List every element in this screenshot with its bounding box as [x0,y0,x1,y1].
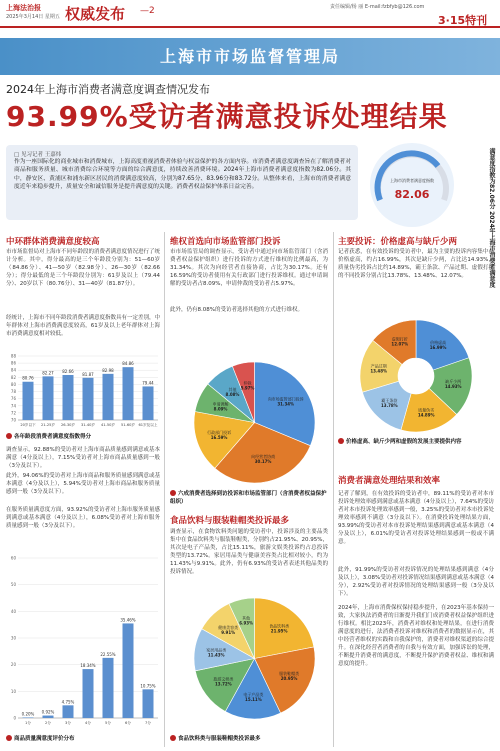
y-tick-label: 0 [13,715,16,721]
column-divider [164,232,165,747]
slice-value: 31.34% [277,401,295,407]
bar [83,378,94,420]
data-label: 82.98 [102,367,114,373]
y-tick-label: 84 [10,367,16,373]
bar [83,669,94,718]
paragraph: 2024年，上海市消费保权保持稳步提升，在2023年基本保持一致，大家执法消费者的日渐提升我们门成消费者权益保护组织进行维权。相比2023年，消费者对维权和处理结果，在进行消费满意度的进行，法消费者投诉对维权和消费者的数据显示在，其中经营者维权的实践和自我保护的，消费者对维权渠道的综合提升。在深化经营者消费者的自我与有效方面，加强诉讼的处理，不断提升消费者的满意度，不断提升保护消费者权益、维权和满意度的提升。 [338,605,494,667]
y-tick-label: 60 [10,555,16,561]
section-heading-rights: 维权首选向市场监管部门投诉 [170,237,281,247]
bar [123,367,134,420]
slice-label: 虚假打折 [391,336,408,342]
x-tick-label: 31-40岁 [80,423,96,427]
y-tick-label: 20 [10,662,16,668]
y-tick-label: 76 [10,396,16,402]
age-bar-chart [4,348,162,430]
data-label: 82.66 [62,368,74,374]
caption-text: 六成消费者选择到访投诉和市场监管部门（含消费者权益保护组织） [170,491,327,505]
gauge-label: 上海市消费者满意度指数 [390,178,434,183]
column-divider [333,232,334,747]
chart-caption [170,734,261,742]
data-label: 79.44 [142,380,154,386]
intro-text: 作为一座国际化的商业城市和消费城市，上海高度重视消费者体验与权益保护的各方面内容。市消费者满意度调查旨在了解消费者对商品和服务质量、城市消费综合环境等方面的综合满意度，持续改善消费环境。2024年上海市消费者满意度指数为82.06分。其中，静安区、黄浦区和浦东新区居民的消费满意度较高，分别为87.65分、83.96分和83.72分。从整体来看，上海市的消费者满意度近年来稳步提升，质量安全和诚信服务是提升满意度的关键。消费者权益保护体系日益完善。 [14,159,351,190]
bar [123,623,134,718]
bar [23,717,34,718]
section-heading-results: 消费者满意处理结果和效率 [338,476,441,486]
slice-label: 食品饮料类 [269,623,290,629]
slice-value: 5.97% [240,385,255,391]
slice-value: 14.89% [417,412,435,418]
slice-label: 其他 [242,615,251,621]
bar [63,375,74,420]
x-tick-label: 26-30岁 [60,423,76,427]
data-label: 22.55% [100,651,116,657]
caption-text: 价格虚高、缺斤少两和虚假的发展主要提供内容 [346,439,462,445]
caption-icon [170,735,176,741]
y-tick-label: 86 [10,360,16,366]
x-tick-label: 2分 [45,721,51,725]
rights-pie-chart [192,360,317,485]
bar [43,716,54,718]
slice-label: 服装鞋帽类 [279,670,300,676]
paper-name: 上海法治报 [6,4,41,12]
banner-title: 上海市市场监督管理局 [159,47,340,66]
slice-value: 12.07% [391,341,409,347]
issue-date: 2025年3月14日 星期五 [6,14,60,20]
slice-value: 11.43% [207,652,225,658]
slice-label: 行政部门投诉 [207,429,232,435]
slice-label: 价格虚高 [430,339,447,345]
section-title: 权威发布 [65,5,126,23]
caption-icon [6,433,12,439]
y-tick-label: 10 [10,688,16,694]
y-tick-label: 40 [10,608,16,614]
slice-value: 8.09% [213,406,228,412]
caption-icon [6,735,12,741]
data-label: 0.92% [41,709,55,715]
gauge-value: 82.06 [394,188,430,201]
slice-label: 向经营者协商 [251,454,276,460]
slice-value: 14.93% [444,384,462,390]
x-tick-label: 6分 [125,721,131,725]
x-tick-label: 20岁以下 [20,423,36,427]
y-tick-label: 88 [10,353,16,359]
paragraph: 市市场监督局对上海市不同年龄段的消费者满意度情况进行了统计分析。其中，得分最高的是三个年龄段分别为：51—60岁（84.86分）、41—50岁（82.98分）、26—30岁（82.66分）；得分最低的是三个年龄段分别为：61岁及以上（79.44分）、20岁以下（80.76分）、31—40岁（81.87分）。 [6,249,161,287]
y-tick-label: 70 [10,417,16,423]
slice-label: 电子产品类 [243,692,264,698]
data-label: 0.20% [21,711,35,717]
slice-value: 16.59% [210,434,228,440]
paragraph: 市市场监管局的调查显示，受访者中通过向市场监管部门（含消费者权益保护组织）进行投诉的方式进行维权的比例最高，为31.34%。其次为向经营者直接协商，占比为30.17%。还有16.59%的受访者使用有关行政部门进行投诉维权。通过申请调解的受访者占8.09%，申请仲裁的受访者占5.97%。 [170,249,328,287]
data-label: 84.86 [122,361,134,367]
x-tick-label: 1分 [25,721,31,725]
caption-text: 各年龄段消费者满意度指数得分 [14,434,92,440]
slice-value: 21.95% [270,628,288,634]
y-tick-label: 78 [10,389,16,395]
slice-label: 其他 [228,387,237,393]
slice-value: 9.91% [221,630,236,636]
slice-label: 申请调解 [212,401,229,407]
caption-icon [338,438,344,444]
side-caption: 满意度指数为82.06分 2024年上海市消费者满意度 [488,148,495,288]
chart-caption [6,432,91,440]
slice-value: 6.93% [239,620,254,626]
chart-caption [6,734,75,742]
x-tick-label: 21-25岁 [40,423,56,427]
quality-bar-chart [4,548,162,730]
slice-label: 仲裁 [243,380,252,386]
slice-value: 15.11% [245,697,262,703]
slice-value: 16.99% [429,344,447,350]
paragraph: 调查显示，92.88%的受访者对上海市商品质量感到满意或基本满意（4分及以上），7.15%受访者对上海市商品质量感到一般（3分及以下）。 [6,447,160,469]
paragraph: 此外，仍有8.08%的受访者选择其他的方式进行维权。 [170,307,303,313]
slice-value: 8.08% [225,392,240,398]
bar [143,689,154,718]
bar [103,374,114,420]
x-tick-label: 5分 [105,721,111,725]
data-label: 82.27 [42,370,54,376]
special-label: 3·15特刊 [438,14,488,27]
paragraph: 经统计，上海市不同年龄段消费者满意度指数具有一定差别，中年群体对上海市消费满意度较高，61岁及以上老年群体对上海市消费满意度相对较低。 [6,315,161,337]
slice-label: 家居用品类 [206,647,227,653]
editor-line: 责任编辑/杨 丽 E-mail:fzbfyb@126.com [330,4,425,10]
y-tick-label: 50 [10,582,16,588]
section-heading-age: 中环群体消费满意度较高 [6,237,100,247]
x-tick-label: 3分 [65,721,71,725]
paragraph: 此外，91.99%的受访者对投诉情况的处理结果感到满意（4分及以上），3.08%受访者对投诉情况结果感到满意或基本满意（4分），2.92%受访者对投诉情况的处理结果感到一般（3分及以下）。 [338,567,494,597]
bar [63,705,74,718]
x-tick-label: 7分 [145,721,151,725]
slice-label: 向市场监管部门投诉 [267,396,304,402]
slice-value: 13.72% [215,681,232,687]
chart-caption [338,437,462,445]
chart-caption [170,490,328,506]
bar [143,386,154,420]
paragraph: 在服务质量满意度方面，93.92%的受访者对上海市服务质量感到满意或基本满意（4分及以上），6.08%受访者对上海市服务质量感到一般（3分及以下）。 [6,507,160,529]
data-label: 80.76 [22,375,34,381]
slice-label: 质量伪劣 [418,407,435,413]
y-tick-label: 72 [10,410,16,416]
types-pie-chart [192,596,317,721]
x-tick-label: 61岁及以上 [138,423,158,427]
y-tick-label: 82 [10,374,16,380]
y-tick-label: 74 [10,403,16,409]
y-tick-label: 30 [10,635,16,641]
slice-value: 13.48% [370,368,388,374]
slice-label: 缺斤少两 [445,379,462,385]
slice-label: 产品过期 [370,363,387,369]
bar [43,376,54,420]
subtitle: 2024年上海市消费者满意度调查情况发布 [6,83,210,96]
bar [103,658,114,718]
paragraph: 记者获悉，在有效投诉的受访者中，最为主要的投诉内容集中在价格虚高，约占16.99%，其次是缺斤少两，占比达14.93%，质量伪劣投诉占比约14.89%，霸王条款、产品过期、虚假打折的不同投诉分别占比13.78%、13.48%、12.07%。 [338,249,494,279]
caption-text: 食品饮料类与服装鞋帽类投诉最多 [178,736,261,742]
data-label: 4.75% [61,699,75,705]
byline: □ 见习记者 王嘉炜 [14,152,62,158]
slice-value: 20.95% [280,675,298,681]
section-heading-complaints: 主要投诉：价格虚高与缺斤少两 [338,237,458,247]
bar [23,382,34,420]
data-label: 10.75% [140,683,156,689]
x-tick-label: 41-50岁 [100,423,116,427]
caption-icon [170,490,176,496]
x-tick-label: 4分 [85,721,91,725]
slice-label: 旅游文娱类 [213,676,234,682]
slice-value: 30.17% [254,459,272,465]
x-tick-label: 51-60岁 [120,423,136,427]
data-label: 81.87 [82,371,94,377]
paragraph: 此外，94.06%的受访者对上海市商品和服务质量感到满意或基本满意（4分及以上），5.94%受访者对上海市商品和服务质量感到一般（3分及以下）。 [6,473,160,495]
data-label: 35.46% [120,617,136,623]
paragraph: 调查显示，在食物饮料类问题的受访者中，投诉涉及的主要品类集中在食品饮料类与服装鞋帽类，分别约占21.95%、20.95%，其次是电子产品类，占比15.11%，旅游文娱类投诉约占总投诉类型的13.72%。家居用品类与健康美容类占比相对较小，约为11.43%与9.91%。此外，仍有6.93%的受访者表述其他品类的投诉情况。 [170,529,328,575]
complaints-donut-chart [356,318,476,434]
caption-text: 商品质量满意度评价分布 [14,736,75,742]
slice-value: 13.78% [381,403,398,409]
section-heading-types: 食品饮料与服装鞋帽类投诉最多 [170,516,290,526]
slice-label: 霸王条款 [381,398,398,404]
section-number: —2 [140,6,155,16]
headline: 93.99%受访者满意投诉处理结果 [6,100,448,133]
data-label: 18.34% [80,663,96,669]
satisfaction-gauge [362,140,462,230]
y-tick-label: 80 [10,381,16,387]
paragraph: 记者了解到，在有效投诉的受访者中，89.11%的受访者对本市投诉处理效率感到满意或基本满意（4分及以上），7.64%的受访者对本市投诉处理效率感到一般，3.25%的受访者对本市投诉处理效率感到不满意（3分及以下）。在消费投诉处理结果方面，93.99%的受访者对本市投诉处理结果感到满意或基本满意（4分及以上），6.01%的受访者对投诉处理结果感到一般或不满意。 [338,491,494,545]
slice-label: 健康美容类 [218,625,239,631]
